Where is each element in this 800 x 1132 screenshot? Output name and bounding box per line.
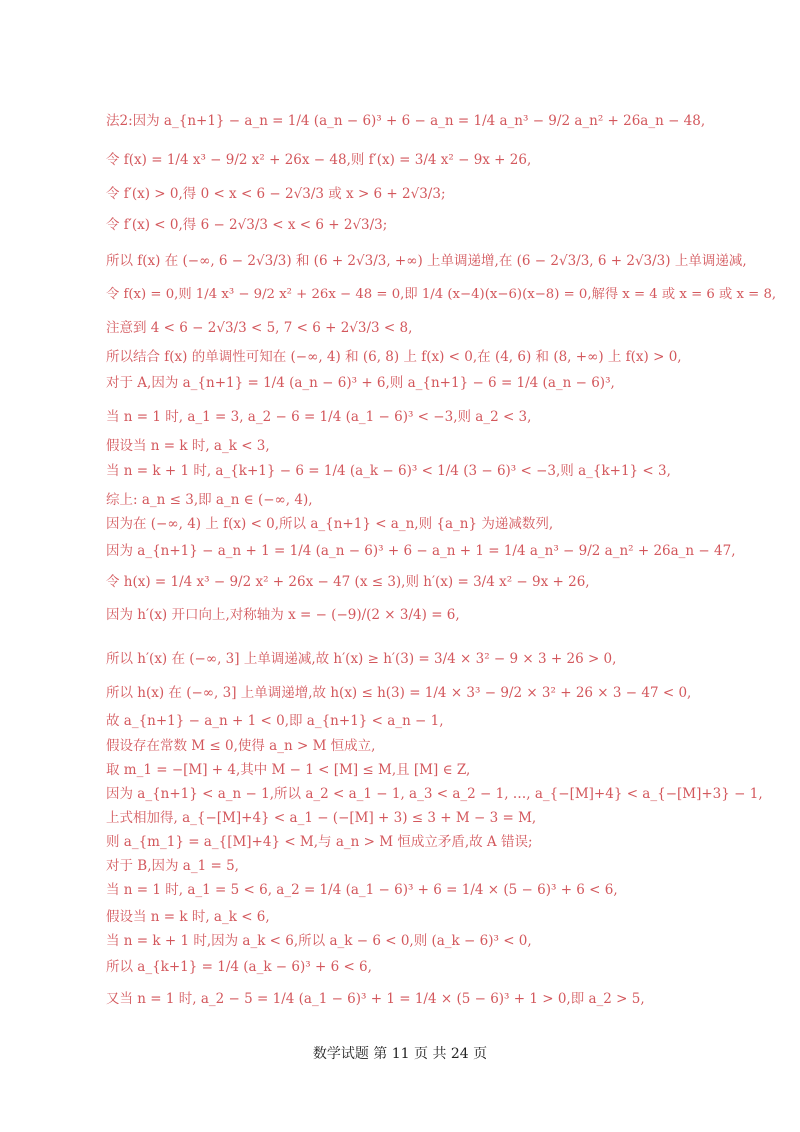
solution-line: 令 f(x) = 1/4 x³ − 9/2 x² + 26x − 48,则 f′(x) = 3/4 x² − 9x + 26, <box>106 152 532 168</box>
solution-line: 当 n = k + 1 时, a_{k+1} − 6 = 1/4 (a_k − 6)³ < 1/4 (3 − 6)³ < −3,则 a_{k+1} < 3, <box>106 463 671 479</box>
solution-line: 综上: a_n ≤ 3,即 a_n ∈ (−∞, 4), <box>106 492 313 508</box>
solution-line: 上式相加得, a_{−[M]+4} < a_1 − (−[M] + 3) ≤ 3 + M − 3 = M, <box>106 810 537 826</box>
solution-line: 所以 h(x) 在 (−∞, 3] 上单调递增,故 h(x) ≤ h(3) = 1/4 × 3³ − 9/2 × 3² + 26 × 3 − 47 < 0, <box>106 685 692 701</box>
solution-line: 因为在 (−∞, 4) 上 f(x) < 0,所以 a_{n+1} < a_n,则 {a_n} 为递减数列, <box>106 516 554 532</box>
solution-line: 法2:因为 a_{n+1} − a_n = 1/4 (a_n − 6)³ + 6 − a_n = 1/4 a_n³ − 9/2 a_n² + 26a_n − 48, <box>106 113 706 129</box>
solution-line: 令 f(x) = 0,则 1/4 x³ − 9/2 x² + 26x − 48 = 0,即 1/4 (x−4)(x−6)(x−8) = 0,解得 x = 4 或 x = 6 或 x = 8, <box>106 287 777 302</box>
solution-line: 当 n = k + 1 时,因为 a_k < 6,所以 a_k − 6 < 0,则 (a_k − 6)³ < 0, <box>106 933 532 949</box>
page-footer: 数学试题 第 11 页 共 24 页 <box>312 1046 488 1062</box>
solution-line: 对于 B,因为 a_1 = 5, <box>106 858 239 874</box>
solution-line: 假设存在常数 M ≤ 0,使得 a_n > M 恒成立, <box>106 738 376 754</box>
solution-line: 令 f′(x) > 0,得 0 < x < 6 − 2√3/3 或 x > 6 + 2√3/3; <box>106 186 446 202</box>
solution-line: 故 a_{n+1} − a_n + 1 < 0,即 a_{n+1} < a_n − 1, <box>106 713 444 729</box>
solution-line: 取 m_1 = −[M] + 4,其中 M − 1 < [M] ≤ M,且 [M] ∈ Z, <box>106 762 471 778</box>
solution-line: 对于 A,因为 a_{n+1} = 1/4 (a_n − 6)³ + 6,则 a_{n+1} − 6 = 1/4 (a_n − 6)³, <box>106 375 615 391</box>
solution-line: 所以 a_{k+1} = 1/4 (a_k − 6)³ + 6 < 6, <box>106 959 372 975</box>
solution-line: 当 n = 1 时, a_1 = 3, a_2 − 6 = 1/4 (a_1 − 6)³ < −3,则 a_2 < 3, <box>106 409 532 425</box>
solution-line: 所以结合 f(x) 的单调性可知在 (−∞, 4) 和 (6, 8) 上 f(x) < 0,在 (4, 6) 和 (8, +∞) 上 f(x) > 0, <box>106 349 682 365</box>
solution-line: 令 h(x) = 1/4 x³ − 9/2 x² + 26x − 47 (x ≤ 3),则 h′(x) = 3/4 x² − 9x + 26, <box>106 574 590 590</box>
solution-line: 假设当 n = k 时, a_k < 6, <box>106 909 270 925</box>
solution-line: 又当 n = 1 时, a_2 − 5 = 1/4 (a_1 − 6)³ + 1 = 1/4 × (5 − 6)³ + 1 > 0,即 a_2 > 5, <box>106 991 645 1007</box>
solution-line: 令 f′(x) < 0,得 6 − 2√3/3 < x < 6 + 2√3/3; <box>106 217 388 233</box>
solution-line: 假设当 n = k 时, a_k < 3, <box>106 438 270 454</box>
solution-line: 则 a_{m_1} = a_{[M]+4} < M,与 a_n > M 恒成立矛盾,故 A 错误; <box>106 834 533 850</box>
solution-line: 因为 a_{n+1} < a_n − 1,所以 a_2 < a_1 − 1, a_3 < a_2 − 1, …, a_{−[M]+4} < a_{−[M]+3} − 1, <box>106 786 763 802</box>
solution-line: 因为 h′(x) 开口向上,对称轴为 x = − (−9)/(2 × 3/4) = 6, <box>106 607 460 623</box>
solution-line: 当 n = 1 时, a_1 = 5 < 6, a_2 = 1/4 (a_1 − 6)³ + 6 = 1/4 × (5 − 6)³ + 6 < 6, <box>106 882 618 898</box>
solution-line: 所以 f(x) 在 (−∞, 6 − 2√3/3) 和 (6 + 2√3/3, +∞) 上单调递增,在 (6 − 2√3/3, 6 + 2√3/3) 上单调递减, <box>106 253 747 269</box>
solution-line: 因为 a_{n+1} − a_n + 1 = 1/4 (a_n − 6)³ + 6 − a_n + 1 = 1/4 a_n³ − 9/2 a_n² + 26a_n − 47, <box>106 543 736 559</box>
solution-line: 所以 h′(x) 在 (−∞, 3] 上单调递减,故 h′(x) ≥ h′(3) = 3/4 × 3² − 9 × 3 + 26 > 0, <box>106 651 617 667</box>
solution-line: 注意到 4 < 6 − 2√3/3 < 5, 7 < 6 + 2√3/3 < 8, <box>106 320 413 336</box>
